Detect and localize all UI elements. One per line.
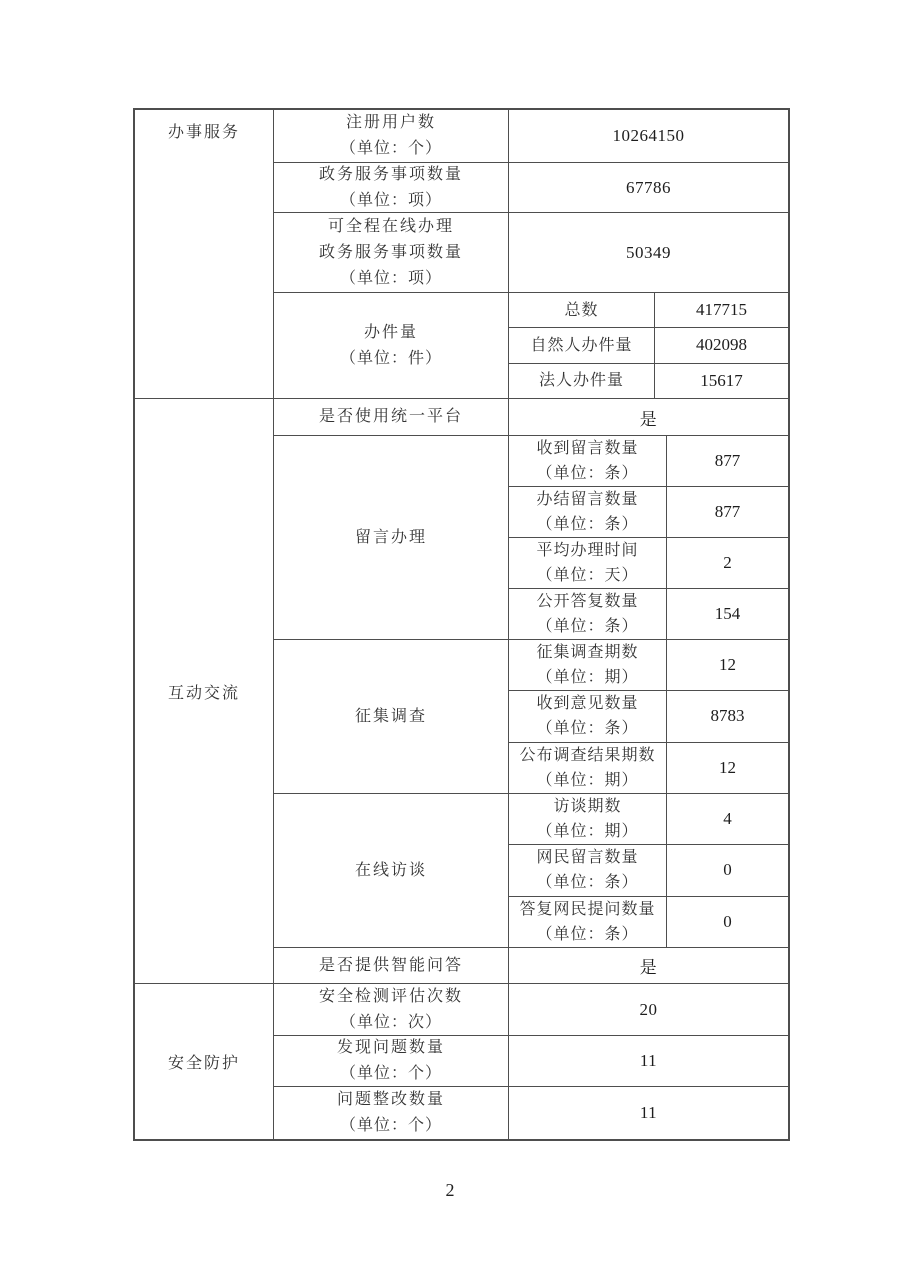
table-row-group [274,639,788,793]
sub-row [509,363,788,398]
table-row [274,399,788,435]
sub-label-cell [509,691,667,741]
metric-cell [274,1087,509,1139]
sub-label: 征集调查期数 [536,644,639,662]
category-cell [135,984,274,1139]
group-body [509,640,788,793]
sub-unit: （单位：条） [536,465,639,482]
sub-label-cell [509,743,667,793]
metric-label: 注册用户数 [345,114,436,131]
metric-value: 50349 [626,242,671,262]
group-label-cell [274,293,509,398]
sub-row [509,742,788,793]
sub-row [509,640,788,690]
sub-label: 平均办理时间 [536,542,639,559]
metric-cell [274,984,509,1035]
sub-value: 402098 [696,335,747,355]
sub-row [509,896,788,947]
metric-label: 政务服务事项数量 [318,165,463,183]
sub-value: 12 [719,757,736,777]
category-label: 安全防护 [167,1055,240,1072]
sub-value: 877 [714,502,741,521]
metric-value: 10264150 [612,126,685,145]
group-label-cell [274,794,509,947]
metric-label: 是否提供智能问答 [318,956,463,974]
table-row [274,212,788,292]
sub-value: 0 [723,860,732,880]
sub-label-cell [509,589,667,639]
sub-label: 总数 [564,301,599,319]
metric-label: 问题整改数量 [336,1091,445,1108]
sub-unit: （单位：条） [536,618,639,635]
metric-label: 是否使用统一平台 [318,408,463,425]
category-label: 互动交流 [167,684,240,702]
sub-row [509,690,788,741]
table-row-group [274,435,788,639]
group-label-cell [274,640,509,793]
metric-unit: （单位：项） [339,269,442,287]
metric-value: 67786 [626,177,671,197]
metric-cell [274,1036,509,1086]
report-table [133,108,790,1141]
table-row [274,984,788,1035]
category-cell [135,110,274,398]
sub-unit: （单位：条） [536,720,639,738]
sub-label-cell [509,293,655,327]
group-body [509,436,788,639]
sub-row [509,436,788,486]
table-row [274,1086,788,1139]
section-body [274,399,788,983]
metric-value: 20 [639,999,658,1019]
metric-cell [274,213,509,292]
metric-cell [274,163,509,212]
sub-label-cell [509,364,655,398]
metric-value: 是 [639,958,658,977]
sub-value: 154 [714,604,741,623]
group-label-cell [274,436,509,639]
section-interaction [135,398,788,983]
table-row-group [274,793,788,947]
group-body [509,794,788,947]
metric-value: 11 [639,1051,658,1070]
table-row [274,110,788,162]
sub-label-cell [509,328,655,362]
metric-unit: （单位：个） [339,140,442,157]
sub-label-cell [509,538,667,588]
metric-cell [274,948,509,983]
sub-unit: （单位：条） [536,874,639,892]
group-unit: （单位：件） [339,349,442,367]
sub-label: 收到留言数量 [536,440,639,457]
sub-unit: （单位：条） [536,925,639,943]
sub-value: 2 [723,553,732,572]
metric-unit: （单位：个） [339,1065,442,1082]
metric-cell [274,110,509,162]
metric-unit: （单位：个） [339,1117,442,1134]
group-label: 办件量 [363,323,418,341]
sub-label: 办结留言数量 [536,491,639,508]
sub-label-cell [509,487,667,537]
sub-label-cell [509,845,667,895]
metric-cell [274,399,509,435]
table-row [274,162,788,212]
sub-row [509,327,788,362]
category-cell [135,399,274,983]
metric-value: 11 [639,1103,658,1122]
sub-value: 12 [719,655,736,675]
sub-unit: （单位：条） [536,516,639,533]
sub-row [509,844,788,895]
sub-unit: （单位：期） [536,823,639,841]
sub-row [509,794,788,844]
table-row [274,1035,788,1086]
sub-label: 法人办件量 [538,372,624,390]
metric-label: 安全检测评估次数 [318,987,463,1005]
sub-label: 自然人办件量 [530,336,633,354]
metric-unit: （单位：项） [339,191,442,209]
sub-unit: （单位：期） [536,771,639,789]
category-label: 办事服务 [167,124,240,141]
section-office-services [135,110,788,398]
sub-value: 15617 [700,370,743,390]
sub-row [509,486,788,537]
metric-label: 发现问题数量 [336,1039,445,1056]
sub-label: 访谈期数 [553,798,622,816]
sub-row [509,293,788,327]
metric-value: 是 [639,409,658,429]
sub-value: 877 [714,451,741,470]
section-body [274,984,788,1139]
section-body [274,110,788,398]
sub-label: 公布调查结果期数 [519,746,656,764]
sub-label-cell [509,436,667,486]
table-row-group [274,292,788,398]
sub-label-cell [509,794,667,844]
sub-label-cell [509,640,667,690]
sub-value: 4 [723,809,732,829]
sub-label-cell [509,897,667,947]
group-label: 留言办理 [354,528,427,546]
group-body [509,293,788,398]
sub-unit: （单位：期） [536,669,639,687]
metric-label-line2: 政务服务事项数量 [318,243,463,261]
page-number: 2 [445,1180,455,1200]
sub-label: 网民留言数量 [536,849,639,867]
sub-row [509,588,788,639]
sub-value: 0 [723,911,732,931]
group-label: 征集调查 [354,707,427,725]
sub-label: 收到意见数量 [536,695,639,713]
metric-unit: （单位：次） [339,1013,442,1031]
sub-value: 8783 [710,706,745,726]
sub-label: 公开答复数量 [536,593,639,610]
section-security [135,983,788,1139]
sub-value: 417715 [696,300,747,320]
table-row [274,947,788,983]
group-label: 在线访谈 [354,861,427,879]
sub-row [509,537,788,588]
metric-label: 可全程在线办理 [327,217,454,235]
sub-unit: （单位：天） [536,567,639,584]
sub-label: 答复网民提问数量 [519,900,656,918]
